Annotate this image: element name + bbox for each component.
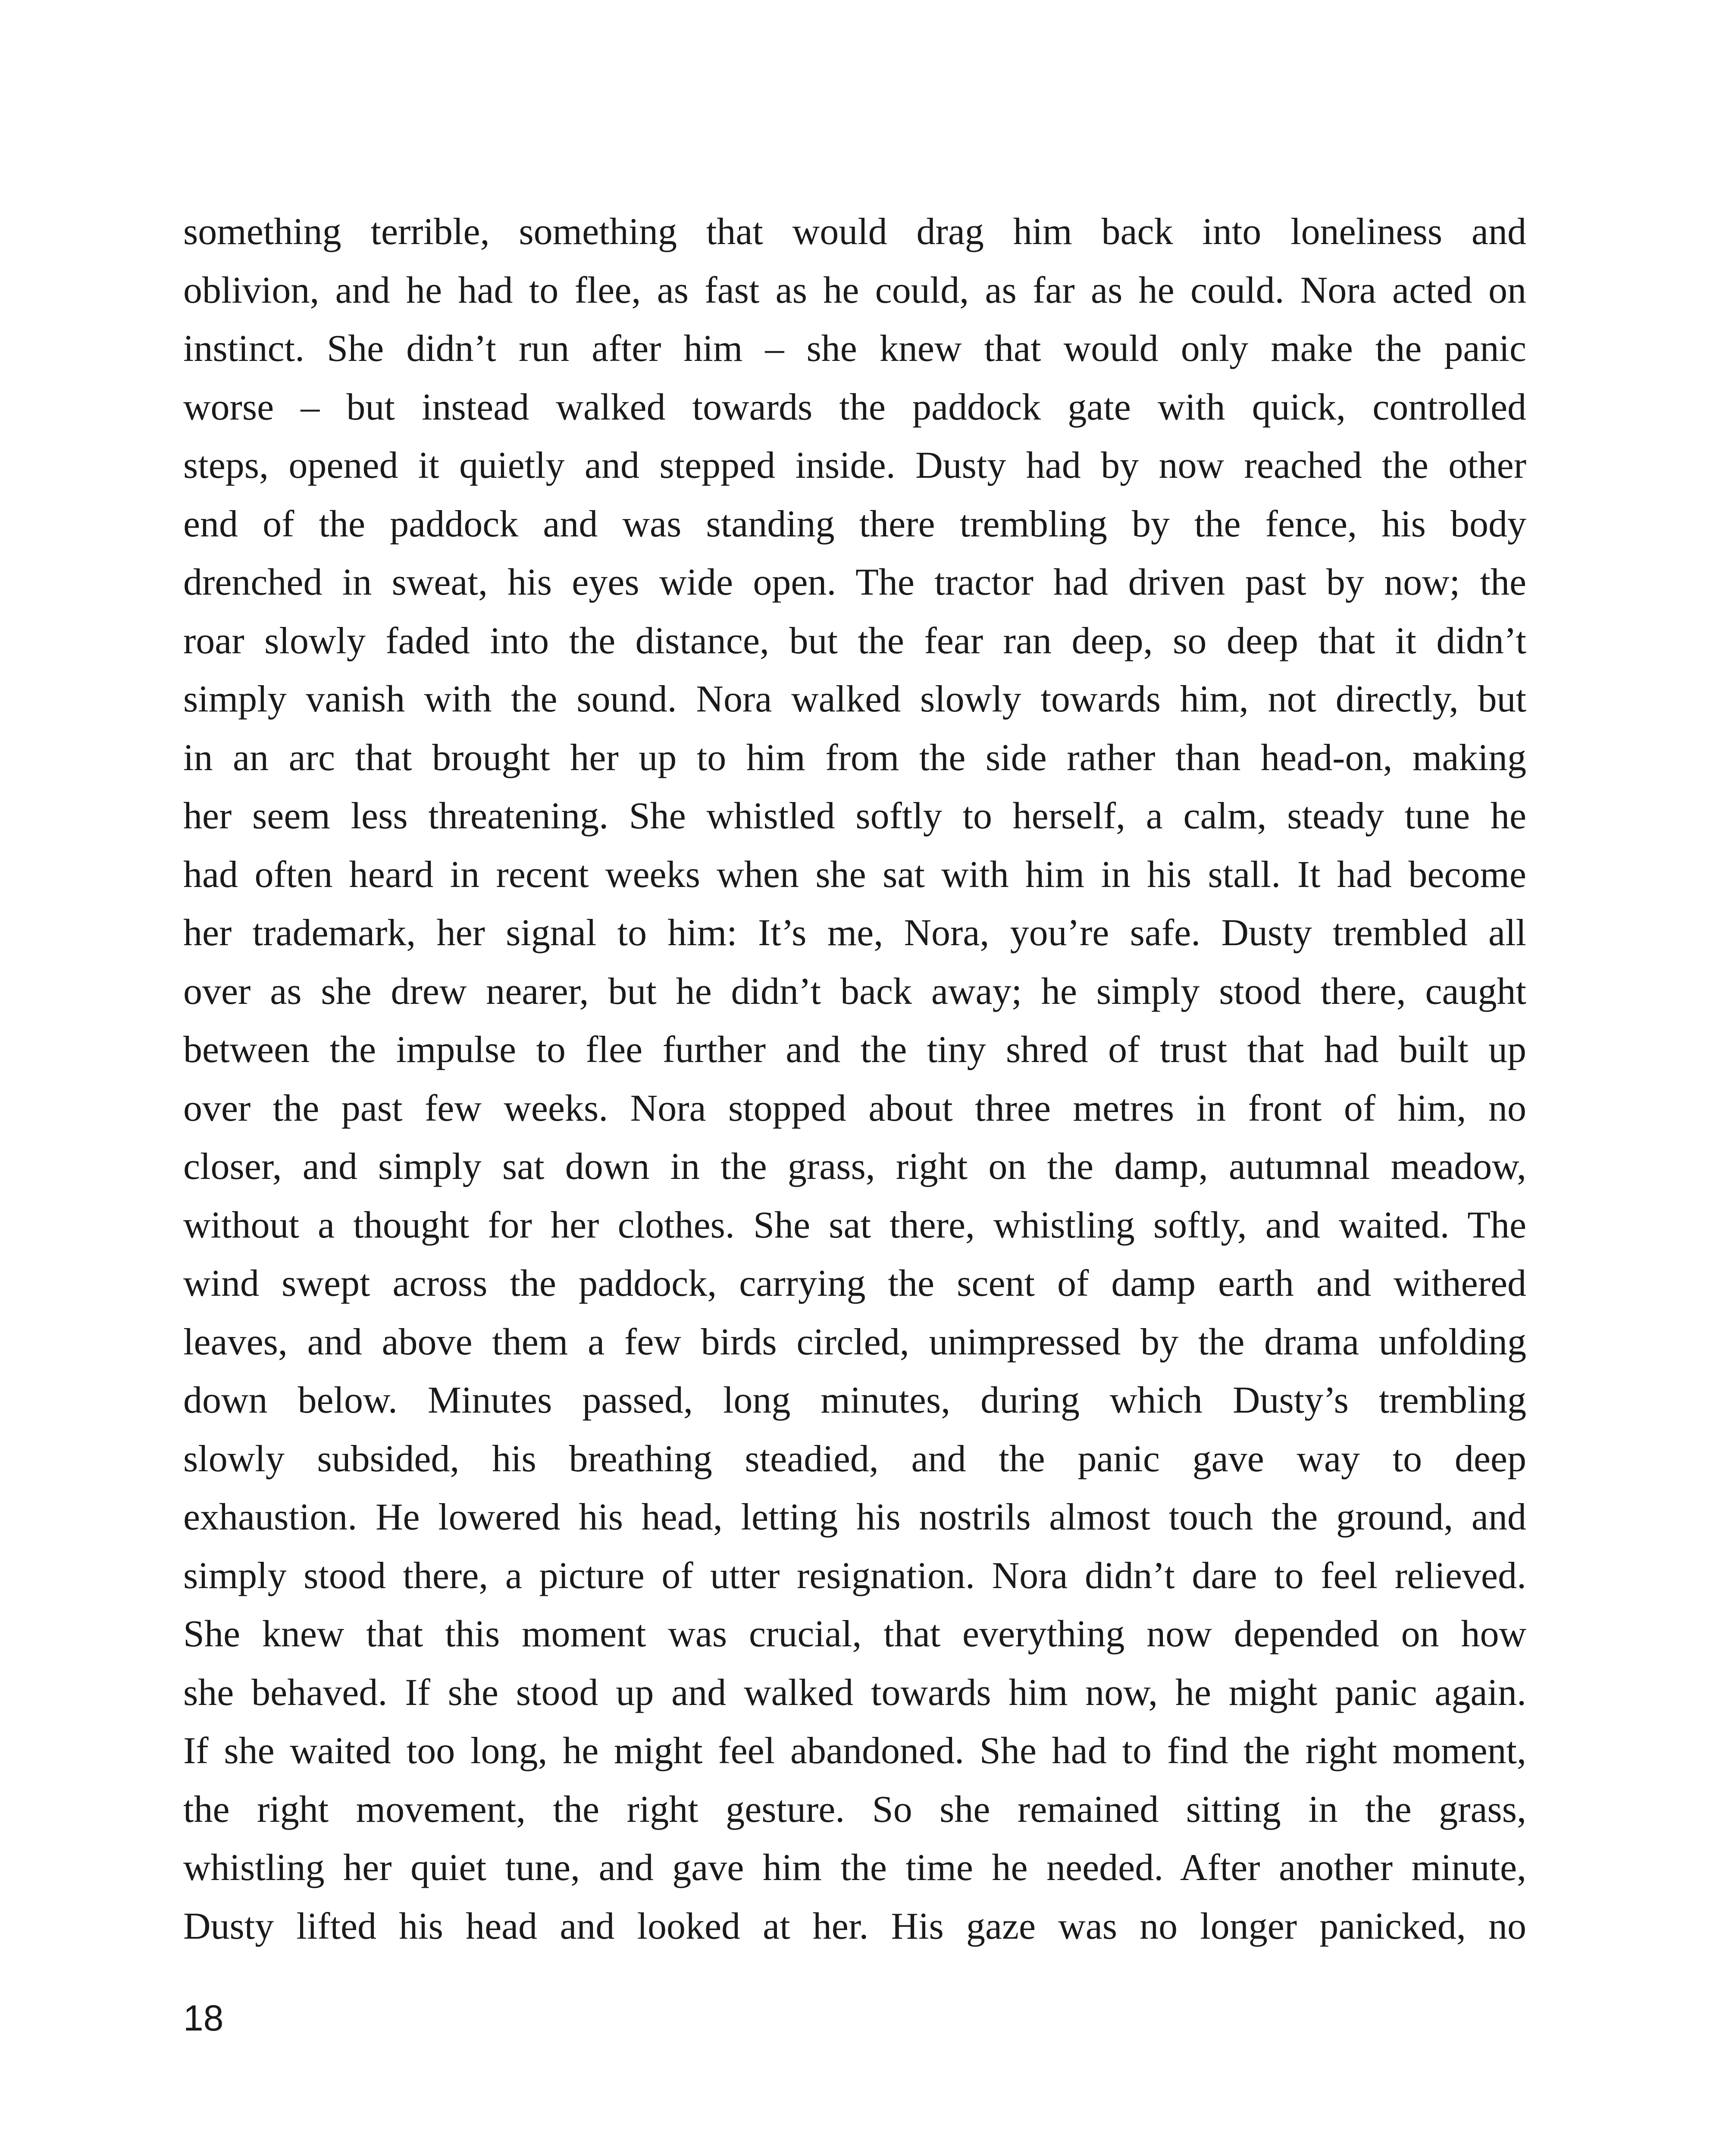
body-text <box>183 203 1526 1955</box>
text-line: If she waited too long, he might feel abandoned. She had to find the right moment, <box>183 1730 1526 1772</box>
text-line: over the past few weeks. Nora stopped about three metres in front of him, no <box>183 1087 1526 1129</box>
text-line: exhaustion. He lowered his head, letting his nostrils almost touch the ground, and <box>183 1496 1526 1538</box>
text-line: closer, and simply sat down in the grass, right on the damp, autumnal meadow, <box>183 1146 1526 1188</box>
text-line: slowly subsided, his breathing steadied, and the panic gave way to deep <box>183 1438 1526 1480</box>
text-line: the right movement, the right gesture. So she remained sitting in the grass, <box>183 1788 1526 1830</box>
text-line: her trademark, her signal to him: It’s me, Nora, you’re safe. Dusty trembled all <box>183 912 1526 954</box>
text-line: in an arc that brought her up to him from the side rather than head-on, making <box>183 736 1526 779</box>
text-line: had often heard in recent weeks when she sat with him in his stall. It had become <box>183 853 1526 896</box>
text-line: worse – but instead walked towards the paddock gate with quick, controlled <box>183 386 1526 428</box>
text-line: whistling her quiet tune, and gave him the time he needed. After another minute, <box>183 1847 1526 1889</box>
text-line: over as she drew nearer, but he didn’t back away; he simply stood there, caught <box>183 970 1526 1012</box>
text-line: wind swept across the paddock, carrying the scent of damp earth and withered <box>183 1263 1526 1304</box>
text-line: Dusty lifted his head and looked at her. His gaze was no longer panicked, no <box>183 1905 1526 1947</box>
text-line: her seem less threatening. She whistled softly to herself, a calm, steady tune he <box>183 795 1526 837</box>
text-line: drenched in sweat, his eyes wide open. The tractor had driven past by now; the <box>183 561 1526 603</box>
text-line: something terrible, something that would drag him back into loneliness and <box>183 211 1526 253</box>
page-number: 18 <box>183 1998 224 2038</box>
text-line: leaves, and above them a few birds circled, unimpressed by the drama unfolding <box>183 1321 1526 1363</box>
text-line: steps, opened it quietly and stepped inside. Dusty had by now reached the other <box>183 445 1526 486</box>
text-line: she behaved. If she stood up and walked towards him now, he might panic again. <box>183 1671 1526 1714</box>
text-line: simply stood there, a picture of utter resignation. Nora didn’t dare to feel relieved. <box>183 1554 1526 1597</box>
text-line: oblivion, and he had to flee, as fast as he could, as far as he could. Nora acted on <box>183 269 1526 311</box>
text-line: She knew that this moment was crucial, that everything now depended on how <box>183 1613 1526 1655</box>
text-line: down below. Minutes passed, long minutes, during which Dusty’s trembling <box>183 1379 1526 1421</box>
text-line: roar slowly faded into the distance, but the fear ran deep, so deep that it didn’t <box>183 620 1526 662</box>
text-line: instinct. She didn’t run after him – she knew that would only make the panic <box>183 328 1526 370</box>
text-line: between the impulse to flee further and the tiny shred of trust that had built up <box>183 1029 1526 1071</box>
text-line: without a thought for her clothes. She sat there, whistling softly, and waited. The <box>183 1204 1526 1246</box>
text-line: simply vanish with the sound. Nora walked slowly towards him, not directly, but <box>183 678 1526 720</box>
text-line: end of the paddock and was standing there trembling by the fence, his body <box>183 503 1526 545</box>
